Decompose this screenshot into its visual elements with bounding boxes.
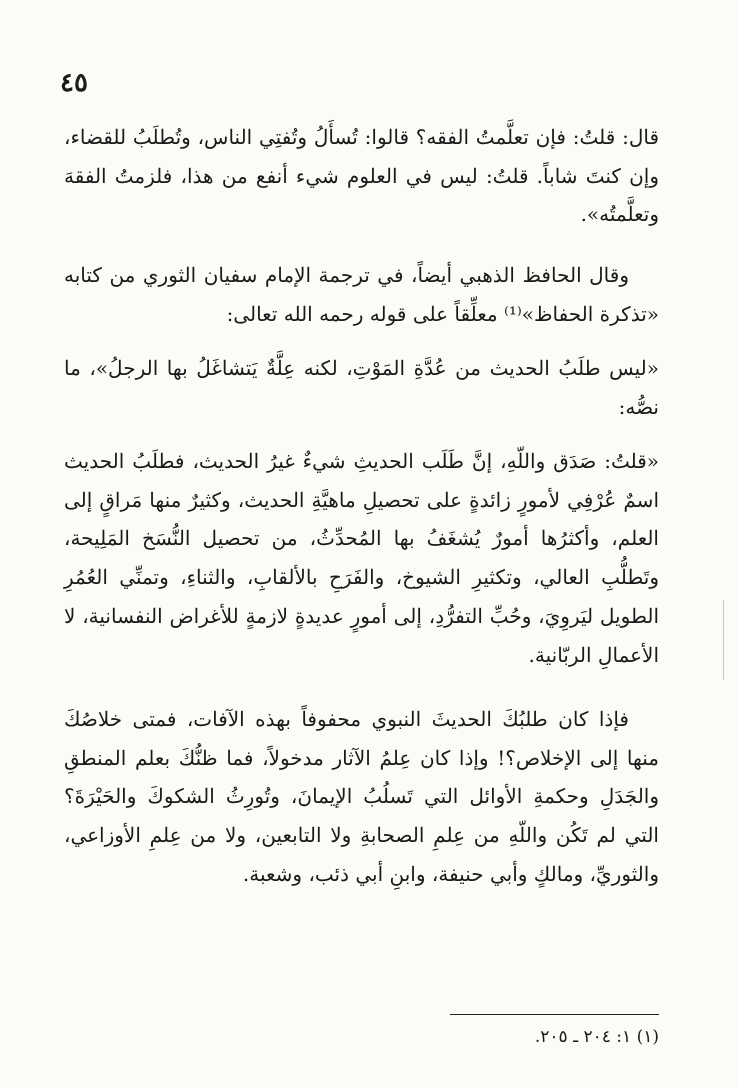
page-edge-shadow [723,600,724,680]
footnote: (١) ١: ٢٠٤ ـ ٢٠٥. [534,1027,659,1047]
footnote-divider [450,1014,659,1015]
paragraph-2: وقال الحافظ الذهبي أيضاً، في ترجمة الإمام سفيان الثوري من كتابه «تذكرة الحفاظ»⁽¹⁾ معلِّقاً على قوله رحمه الله تعالى: [64,263,659,326]
paragraph-3-quote: «ليس طلَبُ الحديث من عُدَّةِ المَوْتِ، لكنه عِلَّةٌ يَتشاغَلُ بها الرجلُ»، ما نصُّه: [64,356,659,419]
paragraph-1: قال: قلتُ: فإن تعلَّمتُ الفقه؟ قالوا: تُسأَلُ وتُفتِي الناس، وتُطلَبُ للقضاء، وإن كنتَ شاباً. قلتُ: ليس في العلوم شيء أنفع من هذا، فلزمتُ الفقهَ وتعلَّمتُه». [64,125,659,227]
paragraph-5: فإذا كان طلبُكَ الحديثَ النبوي محفوفاً بهذه الآفات، فمتى خلاصُكَ منها إلى الإخلاص؟! وإذا كان عِلمُ الآثار مدخولاً، فما ظنُّكَ بعلم المنطقِ والجَدَلِ وحكمةِ الأوائل التي تَسلُبُ الإيمانَ، وتُورِثُ الشكوكَ والحَيْرَةَ؟ التي لم تَكُن واللّهِ من عِلمِ الصحابةِ ولا التابعين، ولا من عِلمِ الأوزاعي، والثوريِّ، ومالكٍ وأبي حنيفة، وابنِ أبي ذئب، وشعبة. [64,707,659,886]
page-number: ٤٥ [60,68,88,98]
paragraph-4-quote: «قلتُ: صَدَق واللّهِ، إنَّ طَلَب الحديثِ شيءٌ غيرُ الحديث، فطلَبُ الحديث اسمٌ عُرْفِي لأمورٍ زائدةٍ على تحصيلِ ماهيَّةِ الحديث، وكثيرٌ منها مَراقٍ إلى العلم، وأكثرُها أمورٌ يُشغَفُ بها المُحدِّثُ، من تحصيل النُّسَخ المَلِيحة، وتَطلُّبِ العالي، وتكثيرِ الشيوخ، والفَرَحِ بالألقابِ، والثناءِ، وتمنِّي العُمُرِ الطويل ليَروِيَ، وحُبِّ التفرُّدِ، إلى أمورٍ عديدةٍ لازمةٍ للأغراض النفسانية، لا الأعمالِ الربّانية. [64,449,659,667]
